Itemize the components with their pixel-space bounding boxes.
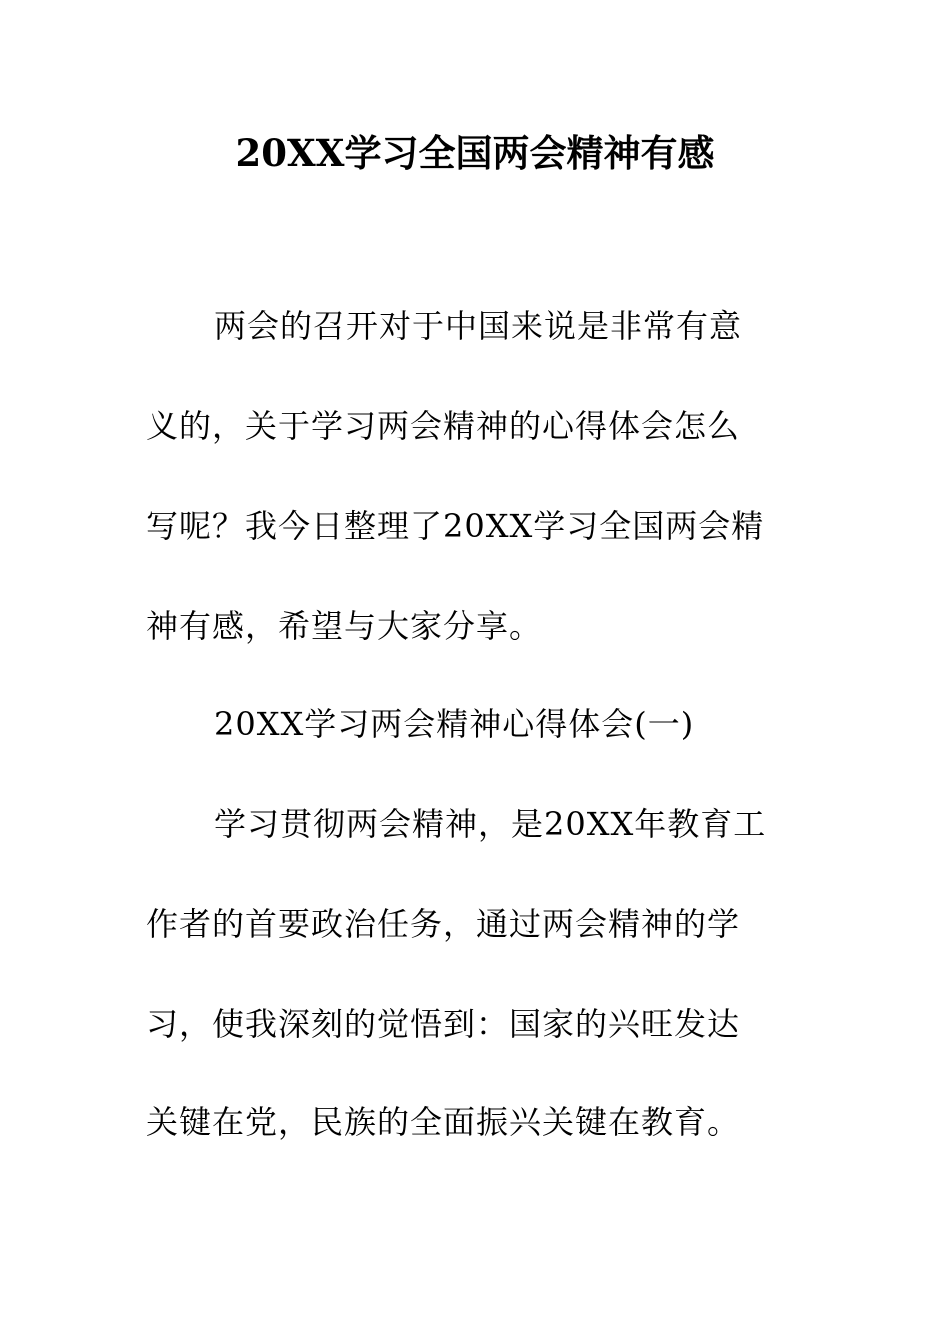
paragraph-line: 习，使我深刻的觉悟到：国家的兴旺发达 xyxy=(146,1005,741,1043)
paragraph-line: 义的，关于学习两会精神的心得体会怎么 xyxy=(146,407,741,445)
paragraph-line: 神有感，希望与大家分享。 xyxy=(146,607,543,645)
paragraph-line: 写呢？我今日整理了20XX学习全国两会精 xyxy=(146,507,765,545)
paragraph-line: 作者的首要政治任务，通过两会精神的学 xyxy=(146,905,741,943)
paragraph-line: 学习贯彻两会精神，是20XX年教育工 xyxy=(214,805,767,843)
paragraph-line: 关键在党，民族的全面振兴关键在教育。 xyxy=(146,1103,741,1141)
section-subheading: 20XX学习两会精神心得体会(一) xyxy=(214,705,695,743)
document-title: 20XX学习全国两会精神有感 xyxy=(235,131,715,175)
paragraph-line: 两会的召开对于中国来说是非常有意 xyxy=(214,307,743,345)
